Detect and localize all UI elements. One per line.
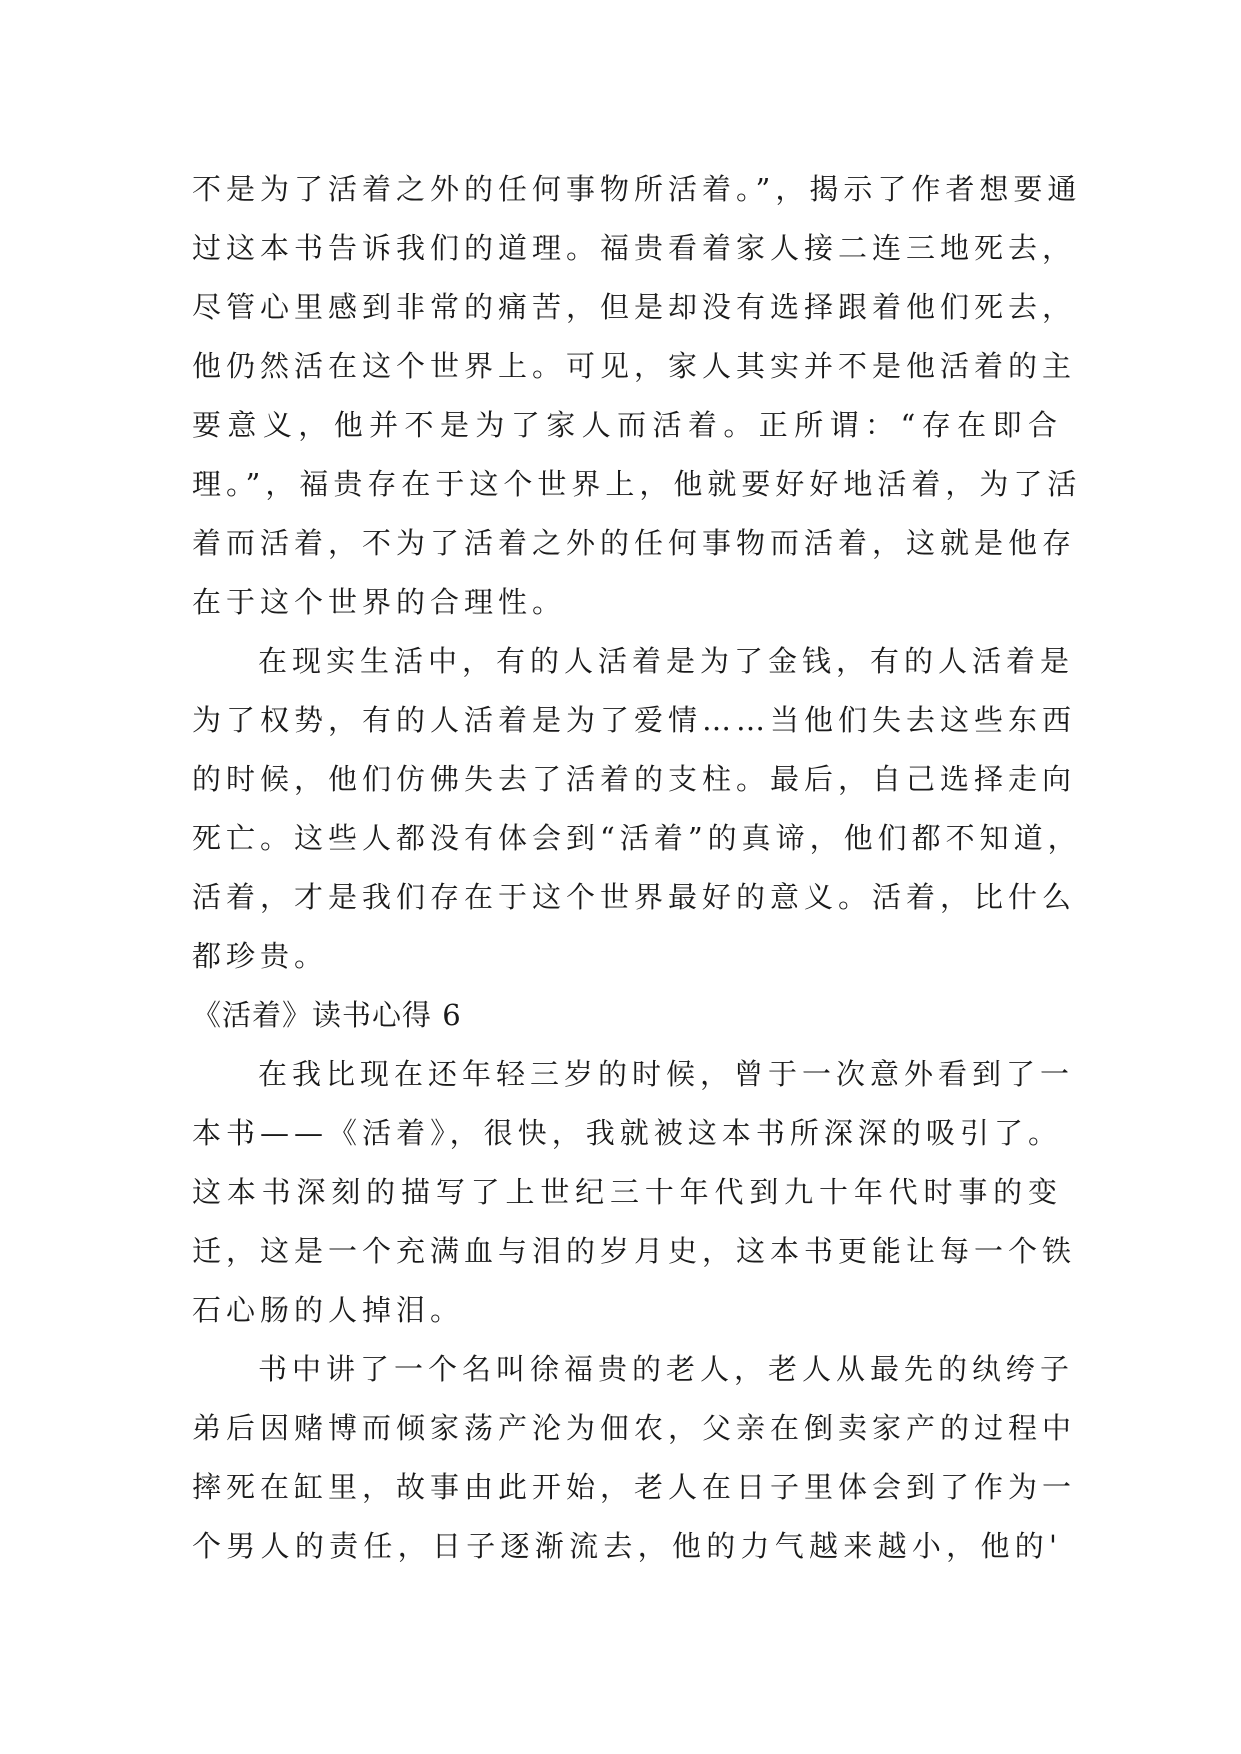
paragraph-1-line-2: 过这本书告诉我们的道理。福贵看着家人接二连三地死去， <box>192 231 1077 265</box>
paragraph-3-line-5: 石心肠的人掉泪。 <box>192 1293 465 1327</box>
paragraph-1-line-8: 在于这个世界的合理性。 <box>192 585 567 619</box>
paragraph-2-line-2: 为了权势，有的人活着是为了爱情……当他们失去这些东西 <box>192 703 1077 737</box>
paragraph-3-line-3: 这本书深刻的描写了上世纪三十年代到九十年代时事的变 <box>192 1175 1062 1209</box>
paragraph-4-line-4: 个男人的责任，日子逐渐流去，他的力气越来越小，他的' <box>192 1529 1062 1563</box>
paragraph-2-line-5: 活着，才是我们存在于这个世界最好的意义。活着，比什么 <box>192 880 1077 914</box>
paragraph-1-line-6: 理。”，福贵存在于这个世界上，他就要好好地活着，为了活 <box>192 467 1082 501</box>
section-heading: 《活着》读书心得 6 <box>192 998 462 1032</box>
paragraph-2-line-3: 的时候，他们仿佛失去了活着的支柱。最后，自己选择走向 <box>192 762 1077 796</box>
paragraph-2-line-6: 都珍贵。 <box>192 939 329 973</box>
paragraph-1-line-7: 着而活着，不为了活着之外的任何事物而活着，这就是他存 <box>192 526 1077 560</box>
paragraph-2-line-4: 死亡。这些人都没有体会到“活着”的真谛，他们都不知道， <box>192 821 1082 855</box>
paragraph-1-line-5: 要意义，他并不是为了家人而活着。正所谓：“存在即合 <box>192 408 1062 442</box>
paragraph-4-line-1: 书中讲了一个名叫徐福贵的老人，老人从最先的纨绔子 <box>258 1352 1075 1386</box>
paragraph-1-line-3: 尽管心里感到非常的痛苦，但是却没有选择跟着他们死去， <box>192 290 1077 324</box>
paragraph-1-line-4: 他仍然活在这个世界上。可见，家人其实并不是他活着的主 <box>192 349 1077 383</box>
paragraph-1-line-1: 不是为了活着之外的任何事物所活着。”，揭示了作者想要通 <box>192 172 1082 206</box>
paragraph-4-line-2: 弟后因赌博而倾家荡产沦为佃农，父亲在倒卖家产的过程中 <box>192 1411 1077 1445</box>
paragraph-2-line-1: 在现实生活中，有的人活着是为了金钱，有的人活着是 <box>258 644 1075 678</box>
paragraph-3-line-4: 迁，这是一个充满血与泪的岁月史，这本书更能让每一个铁 <box>192 1234 1077 1268</box>
paragraph-3-line-2: 本书——《活着》，很快，我就被这本书所深深的吸引了。 <box>192 1116 1062 1150</box>
paragraph-4-line-3: 摔死在缸里，故事由此开始，老人在日子里体会到了作为一 <box>192 1470 1077 1504</box>
paragraph-3-line-1: 在我比现在还年轻三岁的时候，曾于一次意外看到了一 <box>258 1057 1075 1091</box>
document-body <box>192 160 1082 1576</box>
